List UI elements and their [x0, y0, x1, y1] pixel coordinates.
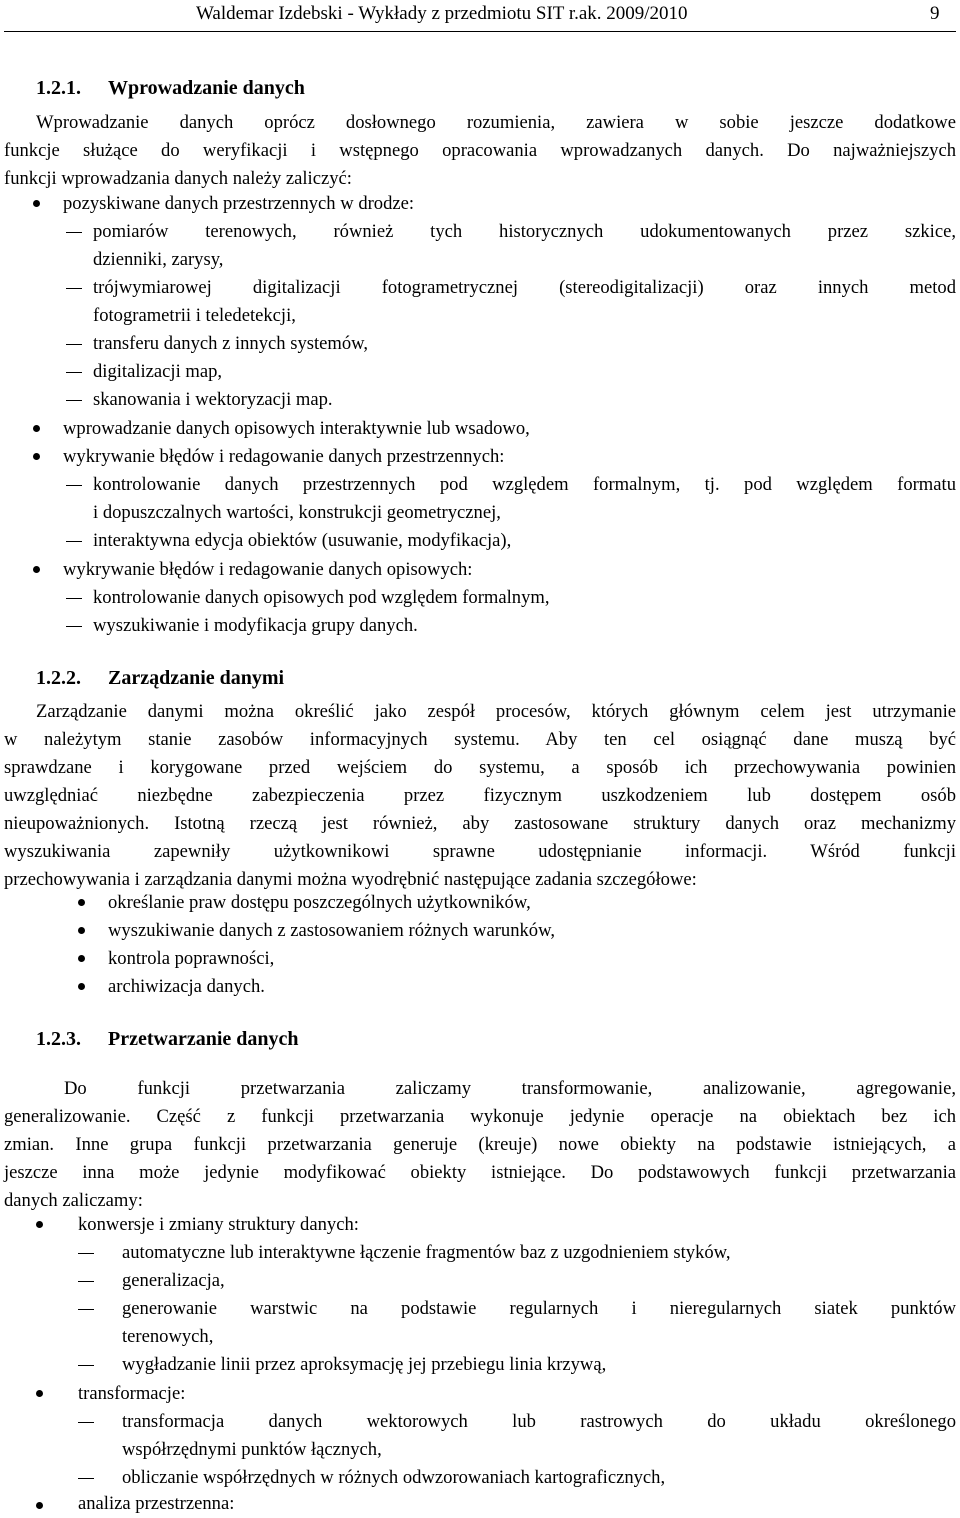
list-item: transformacja danych wektorowych lub rastrowych do układu określonego współrzędnymi punktów łącznych, — [122, 1411, 956, 1460]
text-line: wyszukiwania zapewniły użytkownikowi sprawne udostępnianie informacji. Wśród funkcji — [4, 841, 956, 862]
list-item: kontrolowanie danych opisowych pod względem formalnym, — [93, 587, 550, 608]
list-item: kontrola poprawności, — [108, 948, 275, 969]
list-item: archiwizacja danych. — [108, 976, 265, 997]
list-item: skanowania i wektoryzacji map. — [93, 389, 333, 410]
dash-icon — [66, 541, 82, 542]
section-number: 1.2.1. — [36, 77, 81, 99]
dash-icon — [66, 344, 82, 345]
dash-icon — [66, 626, 82, 627]
section-heading-1-2-2 — [36, 664, 284, 692]
list-item: pomiarów terenowych, również tych historycznych udokumentowanych przez szkice, dzienniki, zarysy, — [93, 221, 956, 270]
list-item: wyszukiwanie i modyfikacja grupy danych. — [93, 615, 418, 636]
text-line: jeszcze inna może jedynie modyfikować obiekty istniejące. Do podstawowych funkcji przetwarzania — [4, 1162, 956, 1183]
list-item: transferu danych z innych systemów, — [93, 333, 369, 354]
bullet-icon — [36, 1390, 43, 1397]
list-item: transformacje: — [78, 1383, 186, 1404]
list-item: pozyskiwane danych przestrzennych w drodze: — [63, 193, 415, 214]
dash-icon — [78, 1478, 94, 1479]
text-line: przechowywania i zarządzania danymi można wyodrębnić następujące zadania szczegółowe: — [4, 869, 697, 890]
bullet-icon — [36, 1221, 43, 1228]
dash-icon — [78, 1281, 94, 1282]
list-item: generalizacja, — [122, 1270, 225, 1291]
list-item: określanie praw dostępu poszczególnych użytkowników, — [108, 892, 531, 913]
dash-icon — [66, 232, 82, 233]
bullet-icon — [78, 983, 85, 990]
list-item: analiza przestrzenna: — [78, 1493, 235, 1514]
list-item: konwersje i zmiany struktury danych: — [78, 1214, 359, 1235]
text-line: Do funkcji przetwarzania zaliczamy transformowanie, analizowanie, agregowanie, — [64, 1078, 956, 1099]
list-item: wykrywanie błędów i redagowanie danych opisowych: — [63, 559, 473, 580]
text-line: nieupoważnionych. Istotną rzeczą jest również, aby zastosowane struktury danych oraz mechanizmy — [4, 813, 956, 834]
text-line: zmian. Inne grupa funkcji przetwarzania generuje (kreuje) nowe obiekty na podstawie istniejących, a — [4, 1134, 956, 1155]
dash-icon — [66, 400, 82, 401]
text-line: Wprowadzanie danych oprócz dosłownego rozumienia, zawiera w sobie jeszcze dodatkowe — [36, 112, 956, 133]
section-heading-1-2-1 — [36, 74, 305, 102]
list-item: automatyczne lub interaktywne łączenie fragmentów baz z uzgodnieniem styków, — [122, 1242, 731, 1263]
section-number: 1.2.3. — [36, 1028, 81, 1050]
list-item: digitalizacji map, — [93, 361, 223, 382]
dash-icon — [66, 288, 82, 289]
text-line: Zarządzanie danymi można określić jako zespół procesów, których głównym celem jest utrzymanie — [36, 701, 956, 722]
bullet-icon — [33, 200, 40, 207]
dash-icon — [78, 1253, 94, 1254]
section-1-intro — [4, 109, 956, 193]
text-line: danych zaliczamy: — [4, 1190, 143, 1211]
bullet-icon — [33, 425, 40, 432]
section-title: Przetwarzanie danych — [108, 1028, 299, 1050]
list-item: trójwymiarowej digitalizacji fotogrametrycznej (stereodigitalizacji) oraz innych metod fotogrametrii i teledetekcji, — [93, 277, 956, 326]
dash-icon — [78, 1365, 94, 1366]
section-3-paragraph — [4, 1075, 956, 1215]
list-item: wykrywanie błędów i redagowanie danych przestrzennych: — [63, 446, 505, 467]
header-rule — [4, 31, 956, 32]
bullet-icon — [33, 453, 40, 460]
list-item: obliczanie współrzędnych w różnych odwzorowaniach kartograficznych, — [122, 1467, 666, 1488]
section-number: 1.2.2. — [36, 667, 81, 689]
bullet-icon — [78, 927, 85, 934]
list-item: wyszukiwanie danych z zastosowaniem różnych warunków, — [108, 920, 555, 941]
text-line: sprawdzane i korygowane przed wejściem do systemu, a sposób ich przechowywania powinien — [4, 757, 956, 778]
dash-icon — [78, 1422, 94, 1423]
list-item: wygładzanie linii przez aproksymację jej przebiegu linia krzywą, — [122, 1354, 607, 1375]
dash-icon — [66, 372, 82, 373]
text-line: funkcje służące do weryfikacji i wstępnego opracowania wprowadzanych danych. Do najważniejszych — [4, 140, 956, 161]
text-line: funkcji wprowadzania danych należy zaliczyć: — [4, 168, 352, 189]
bullet-icon — [78, 899, 85, 906]
list-item: generowanie warstwic na podstawie regularnych i nieregularnych siatek punktów terenowych, — [122, 1298, 956, 1347]
dash-icon — [78, 1309, 94, 1310]
section-title: Wprowadzanie danych — [108, 77, 305, 99]
header-text: Waldemar Izdebski - Wykłady z przedmiotu SIT r.ak. 2009/2010 — [196, 3, 688, 24]
text-line: w należytym stanie zasobów informacyjnych systemu. Aby ten cel osiągnąć dane muszą być — [4, 729, 956, 750]
page-number: 9 — [930, 3, 940, 24]
bullet-icon — [33, 566, 40, 573]
dash-icon — [66, 598, 82, 599]
list-item: wprowadzanie danych opisowych interaktywnie lub wsadowo, — [63, 418, 530, 439]
list-item: kontrolowanie danych przestrzennych pod względem formalnym, tj. pod względem formatu i dopuszczalnych wartości, konstrukcji geometrycznej, — [93, 474, 956, 523]
section-title: Zarządzanie danymi — [108, 667, 285, 689]
text-line: generalizowanie. Część z funkcji przetwarzania wykonuje jedynie operacje na obiektach bez ich — [4, 1106, 956, 1127]
section-2-paragraph — [4, 698, 956, 894]
bullet-icon — [78, 955, 85, 962]
section-heading-1-2-3 — [36, 1025, 299, 1053]
bullet-icon — [36, 1502, 43, 1509]
dash-icon — [66, 485, 82, 486]
running-header — [196, 0, 952, 30]
list-item: interaktywna edycja obiektów (usuwanie, modyfikacja), — [93, 530, 512, 551]
text-line: uwzględniać niezbędne zabezpieczenia przez fizycznym uszkodzeniem lub dostępem osób — [4, 785, 956, 806]
